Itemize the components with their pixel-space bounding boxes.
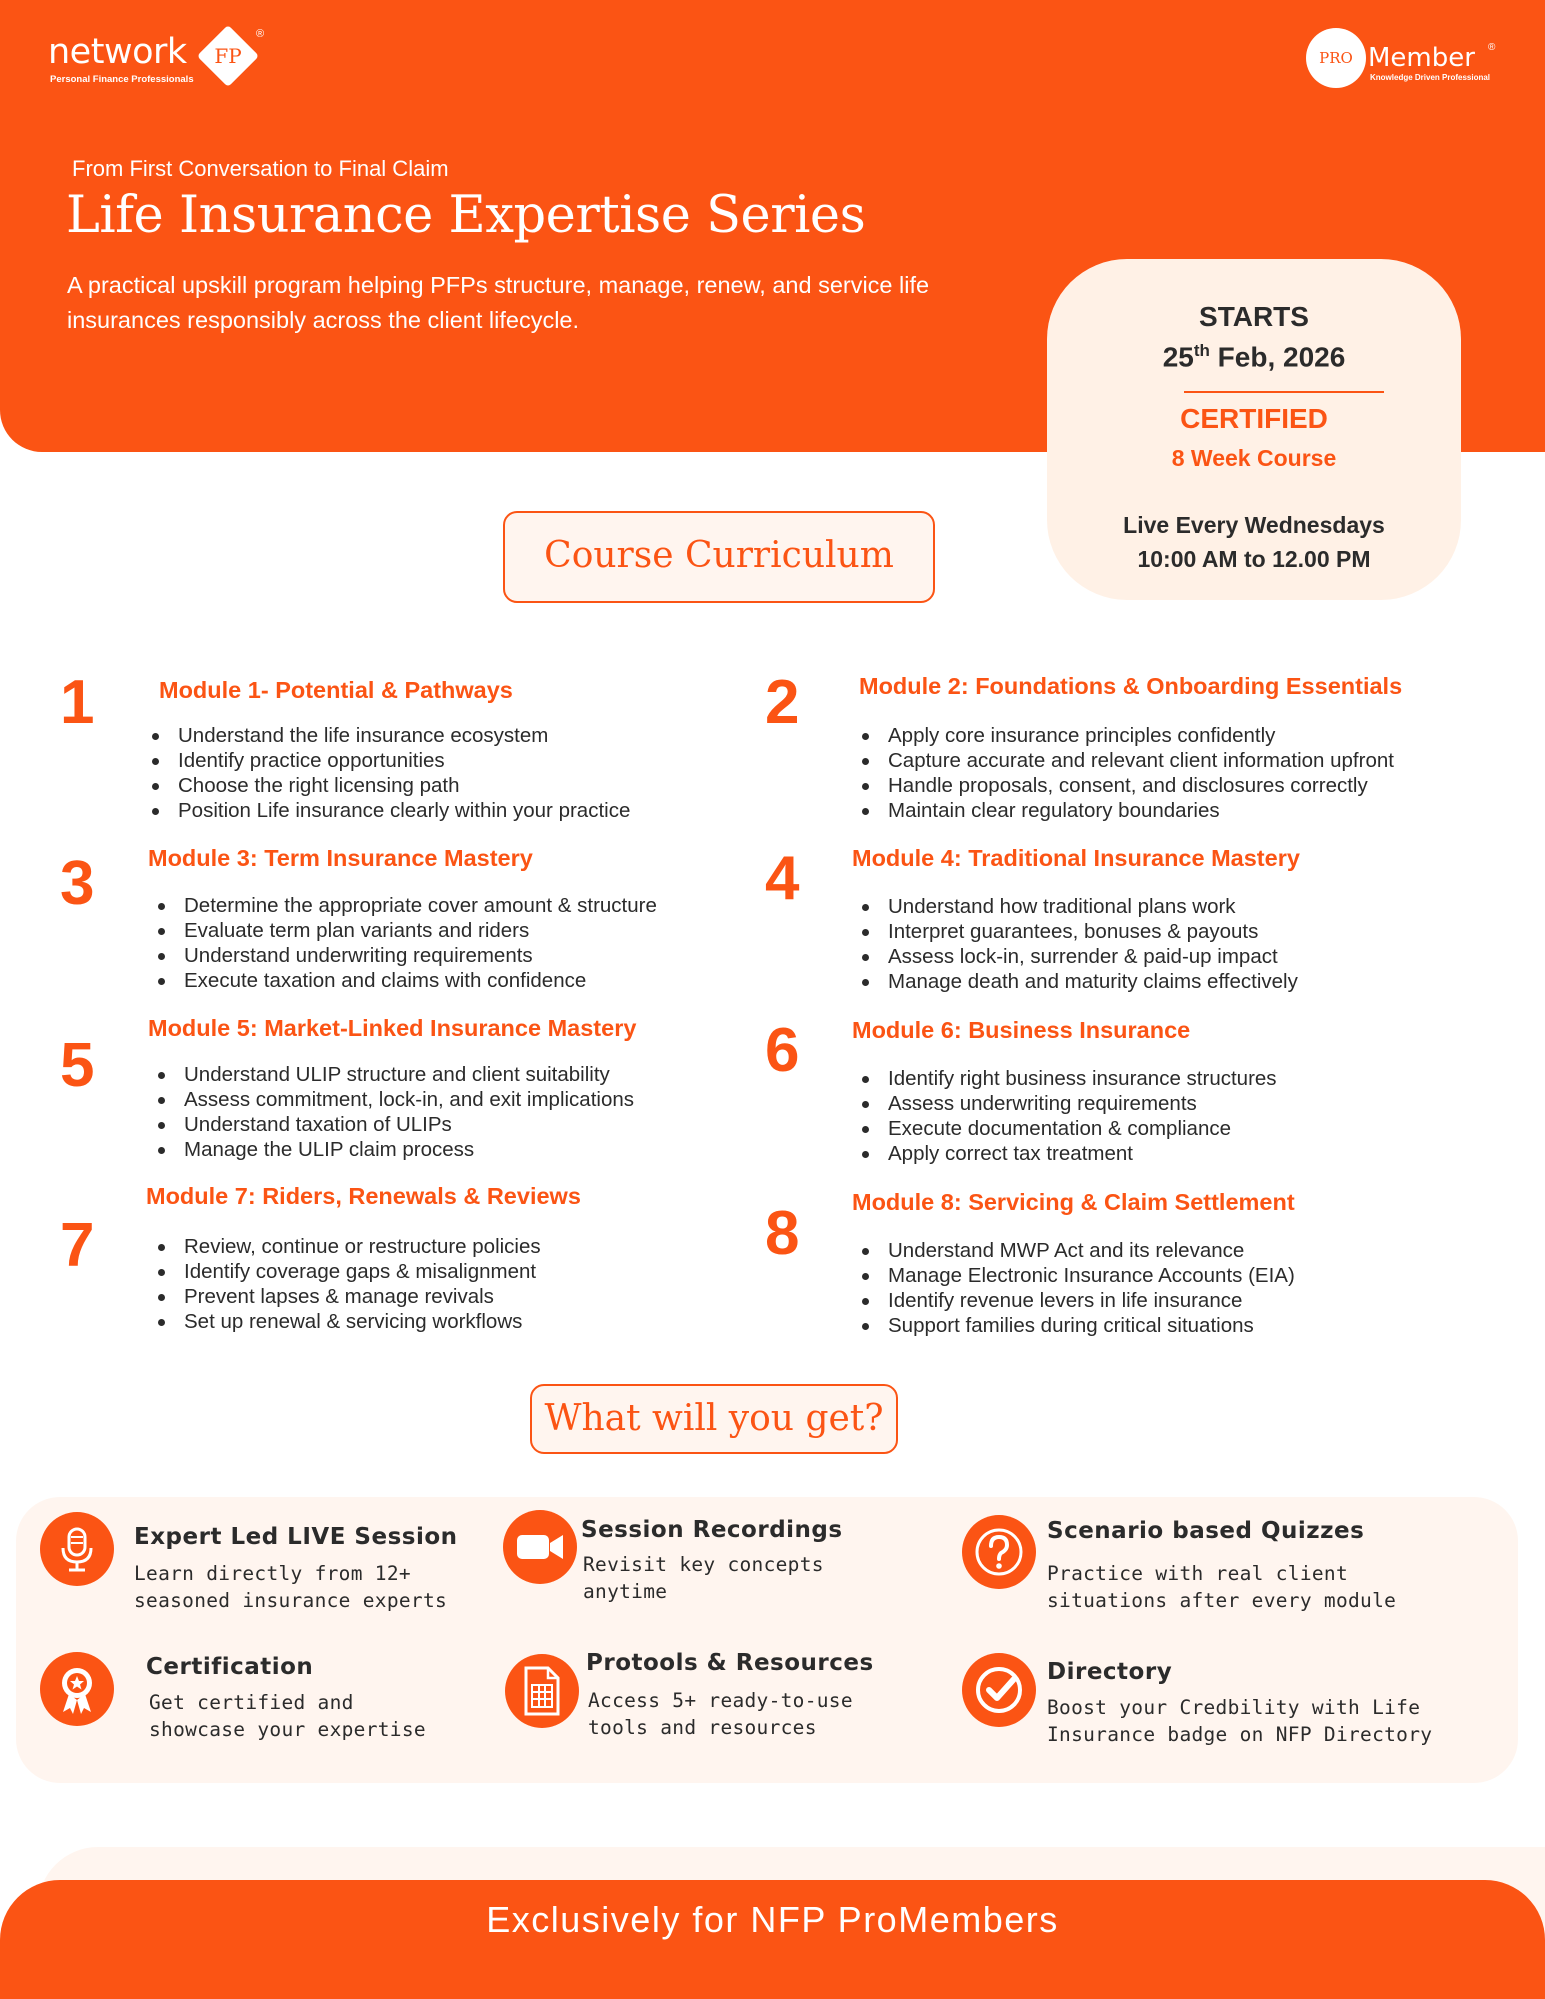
- list-item: Understand taxation of ULIPs: [154, 1112, 634, 1137]
- benefit-title: Expert Led LIVE Session: [134, 1524, 458, 1550]
- benefit-title: Scenario based Quizzes: [1047, 1518, 1365, 1544]
- benefit-title: Protools & Resources: [586, 1650, 874, 1676]
- list-item: Prevent lapses & manage revivals: [154, 1284, 541, 1309]
- benefit-title: Directory: [1047, 1659, 1173, 1685]
- list-item: Capture accurate and relevant client information upfront: [858, 748, 1394, 773]
- module-points: [154, 1234, 541, 1334]
- list-item: Maintain clear regulatory boundaries: [858, 798, 1394, 823]
- module-title: Module 4: Traditional Insurance Mastery: [852, 845, 1300, 871]
- starts-label: STARTS: [1199, 301, 1309, 332]
- registered-mark: ®: [256, 28, 265, 40]
- benefit-description: Practice with real client situations after every module: [1047, 1562, 1397, 1612]
- promember-mark: PRO: [1319, 49, 1353, 67]
- list-item: Identify practice opportunities: [148, 748, 630, 773]
- start-date-suffix: th: [1193, 341, 1210, 360]
- list-item: Choose the right licensing path: [148, 773, 630, 798]
- module-title: Module 6: Business Insurance: [852, 1017, 1191, 1043]
- list-item: Manage Electronic Insurance Accounts (EIA): [858, 1263, 1295, 1288]
- list-item: Support families during critical situations: [858, 1313, 1295, 1338]
- list-item: Position Life insurance clearly within your practice: [148, 798, 630, 823]
- list-item: Identify right business insurance structures: [858, 1066, 1277, 1091]
- document-table-icon: [505, 1654, 579, 1728]
- start-date: [1047, 341, 1461, 373]
- module-title: Module 2: Foundations & Onboarding Essentials: [859, 673, 1403, 699]
- module-points: [148, 723, 630, 823]
- module-number: 2: [765, 668, 800, 737]
- course-start-card: [1047, 259, 1461, 600]
- module-points: [858, 894, 1298, 994]
- benefit-title: Session Recordings: [581, 1517, 843, 1543]
- list-item: Apply correct tax treatment: [858, 1141, 1277, 1166]
- module-number: 5: [60, 1031, 95, 1100]
- start-date-month-year: Feb, 2026: [1209, 341, 1346, 373]
- list-item: Understand the life insurance ecosystem: [148, 723, 630, 748]
- module-title: Module 1- Potential & Pathways: [159, 677, 513, 703]
- logo-wordmark: network: [48, 32, 187, 72]
- question-icon: [962, 1515, 1036, 1589]
- footer-text: Exclusively for NFP ProMembers: [486, 1899, 1059, 1940]
- hero-kicker: From First Conversation to Final Claim: [72, 156, 449, 181]
- schedule-time: 10:00 AM to 12.00 PM: [1137, 546, 1371, 572]
- benefits-heading: What will you get?: [530, 1384, 898, 1454]
- certified-label: CERTIFIED: [1180, 403, 1328, 434]
- module-points: [858, 1066, 1277, 1166]
- module-number: 3: [60, 849, 95, 918]
- checkmark-icon: [962, 1653, 1036, 1727]
- benefit-description: Learn directly from 12+ seasoned insurance experts: [134, 1562, 448, 1612]
- module-number: 6: [765, 1016, 800, 1085]
- promember-tagline: Knowledge Driven Professional: [1370, 73, 1491, 82]
- module-title: Module 3: Term Insurance Mastery: [148, 845, 533, 871]
- list-item: Manage death and maturity claims effectively: [858, 969, 1298, 994]
- logo-mark: FP: [214, 44, 242, 68]
- list-item: Execute documentation & compliance: [858, 1116, 1277, 1141]
- award-badge-icon: [40, 1652, 114, 1726]
- list-item: Understand ULIP structure and client suitability: [154, 1062, 634, 1087]
- module-points: [154, 893, 657, 993]
- benefit-title: Certification: [146, 1654, 314, 1680]
- logo-tagline: Personal Finance Professionals: [50, 74, 194, 85]
- list-item: Assess commitment, lock-in, and exit implications: [154, 1087, 634, 1112]
- list-item: Apply core insurance principles confidently: [858, 723, 1394, 748]
- list-item: Determine the appropriate cover amount & structure: [154, 893, 657, 918]
- benefit-description: Get certified and showcase your expertise: [149, 1691, 426, 1741]
- curriculum-heading: Course Curriculum: [503, 511, 935, 603]
- card-divider: [1184, 391, 1384, 393]
- promember-logo: [1306, 28, 1506, 90]
- list-item: Assess underwriting requirements: [858, 1091, 1277, 1116]
- module-title: Module 8: Servicing & Claim Settlement: [852, 1189, 1295, 1215]
- video-camera-icon: [503, 1510, 577, 1584]
- page-title: Life Insurance Expertise Series: [66, 186, 866, 245]
- module-points: [858, 723, 1394, 823]
- benefit-description: Access 5+ ready-to-use tools and resources: [588, 1689, 853, 1739]
- list-item: Set up renewal & servicing workflows: [154, 1309, 541, 1334]
- list-item: Manage the ULIP claim process: [154, 1137, 634, 1162]
- course-duration: 8 Week Course: [1171, 445, 1337, 471]
- list-item: Evaluate term plan variants and riders: [154, 918, 657, 943]
- network-fp-logo: [48, 28, 278, 94]
- schedule-day: Live Every Wednesdays: [1123, 512, 1385, 538]
- microphone-icon: [40, 1512, 114, 1586]
- list-item: Interpret guarantees, bonuses & payouts: [858, 919, 1298, 944]
- list-item: Identify revenue levers in life insurance: [858, 1288, 1295, 1313]
- list-item: Assess lock-in, surrender & paid-up impact: [858, 944, 1298, 969]
- module-number: 8: [765, 1199, 800, 1268]
- module-title: Module 7: Riders, Renewals & Reviews: [146, 1183, 581, 1209]
- module-points: [858, 1238, 1295, 1338]
- list-item: Identify coverage gaps & misalignment: [154, 1259, 541, 1284]
- benefit-description: Boost your Credbility with Life Insurance badge on NFP Directory: [1047, 1696, 1433, 1746]
- hero-description: A practical upskill program helping PFPs structure, manage, renew, and service life insurances responsibly across the client lifecycle.: [67, 272, 930, 333]
- list-item: Review, continue or restructure policies: [154, 1234, 541, 1259]
- list-item: Execute taxation and claims with confidence: [154, 968, 657, 993]
- registered-mark: ®: [1488, 42, 1496, 53]
- list-item: Handle proposals, consent, and disclosures correctly: [858, 773, 1394, 798]
- promember-wordmark: Member: [1368, 43, 1475, 73]
- module-title: Module 5: Market-Linked Insurance Mastery: [148, 1015, 637, 1041]
- module-number: 4: [765, 844, 800, 913]
- list-item: Understand underwriting requirements: [154, 943, 657, 968]
- module-number: 1: [60, 668, 95, 737]
- benefit-description: Revisit key concepts anytime: [583, 1553, 824, 1603]
- module-number: 7: [60, 1211, 95, 1280]
- start-date-day: 25: [1162, 341, 1194, 373]
- list-item: Understand how traditional plans work: [858, 894, 1298, 919]
- module-points: [154, 1062, 634, 1162]
- list-item: Understand MWP Act and its relevance: [858, 1238, 1295, 1263]
